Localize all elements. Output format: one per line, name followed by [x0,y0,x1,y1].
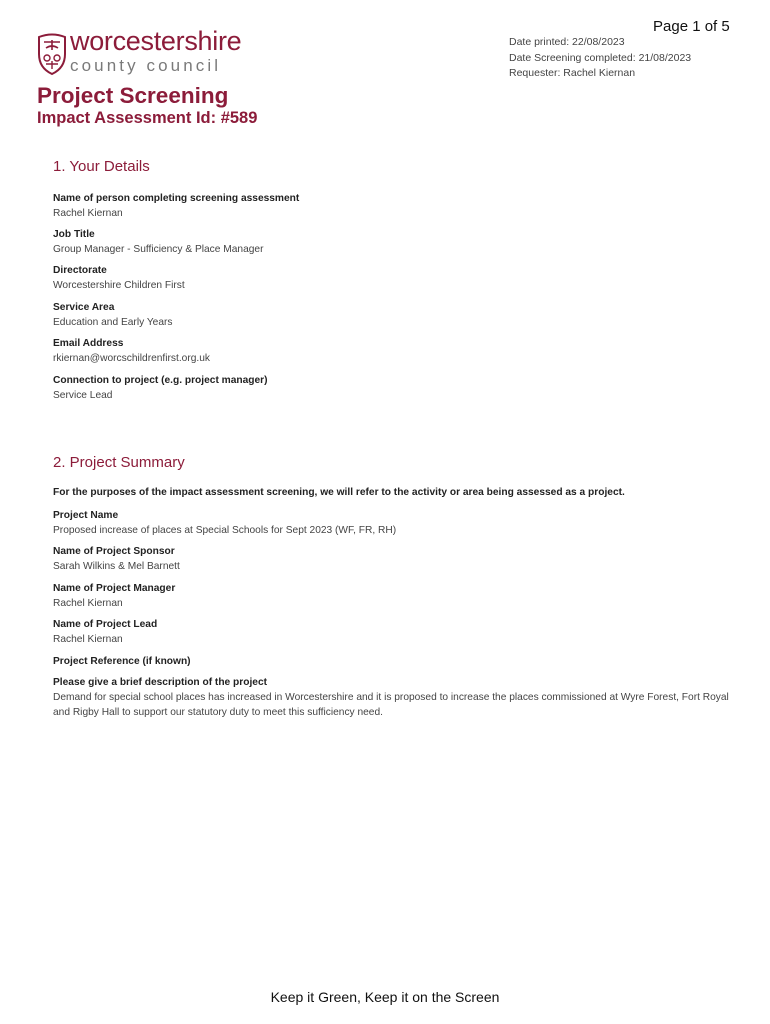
field-value: Group Manager - Sufficiency & Place Manager [53,244,264,255]
section-heading-details: 1. Your Details [53,158,150,175]
logo-wordmark: worcestershire [70,26,242,56]
field-project-name [53,509,733,538]
print-meta [509,35,691,82]
footer-slogan: Keep it Green, Keep it on the Screen [270,989,500,1005]
page-number: Page 1 of 5 [653,18,730,35]
field-value: rkiernan@worcschildrenfirst.org.uk [53,353,210,364]
field-directorate [53,264,733,293]
field-label: Name of person completing screening assessment [53,193,300,204]
field-email [53,337,733,366]
field-assessor-name [53,192,733,221]
field-value: Demand for special school places has increased in Worcestershire and it is proposed to increase the places commissioned at Wyre Forest, Fort Royal and Rigby Hall to support our statutory duty to meet this sufficiency need. [53,692,729,718]
field-value: Rachel Kiernan [53,598,123,609]
field-connection [53,374,733,403]
council-logo [36,26,258,78]
field-service-area [53,301,733,330]
section-heading-summary: 2. Project Summary [53,454,185,471]
field-value: Service Lead [53,390,113,401]
field-value: Proposed increase of places at Special Schools for Sept 2023 (WF, FR, RH) [53,525,397,536]
field-label: Name of Project Sponsor [53,546,175,557]
field-project-reference [53,655,733,669]
requester: Requester: Rachel Kiernan [509,67,636,79]
logo-tagline: county council [70,56,222,75]
county-crest-icon [36,32,68,76]
field-label: Email Address [53,338,124,349]
date-completed: Date Screening completed: 21/08/2023 [509,51,692,64]
field-label: Project Name [53,510,119,521]
field-label: Service Area [53,302,115,313]
page-title: Project Screening [37,83,229,108]
field-value: Rachel Kiernan [53,634,123,645]
field-project-manager [53,582,733,611]
field-value: Worcestershire Children First [53,280,185,291]
date-printed: Date printed: 22/08/2023 [509,36,625,48]
field-value: Sarah Wilkins & Mel Barnett [53,561,180,572]
field-label: Project Reference (if known) [53,656,191,667]
field-project-description [53,676,733,720]
field-label: Connection to project (e.g. project manager) [53,375,268,386]
field-value: Rachel Kiernan [53,208,123,219]
field-value: Education and Early Years [53,317,173,328]
assessment-id: Impact Assessment Id: #589 [37,109,258,127]
field-job-title [53,228,733,257]
summary-intro: For the purposes of the impact assessment screening, we will refer to the activity or area being assessed as a project. [53,487,625,498]
field-project-lead [53,618,733,647]
field-project-sponsor [53,545,733,574]
field-label: Name of Project Lead [53,619,158,630]
field-label: Please give a brief description of the project [53,677,267,688]
field-label: Job Title [53,229,95,240]
field-label: Name of Project Manager [53,583,176,594]
field-label: Directorate [53,265,107,276]
